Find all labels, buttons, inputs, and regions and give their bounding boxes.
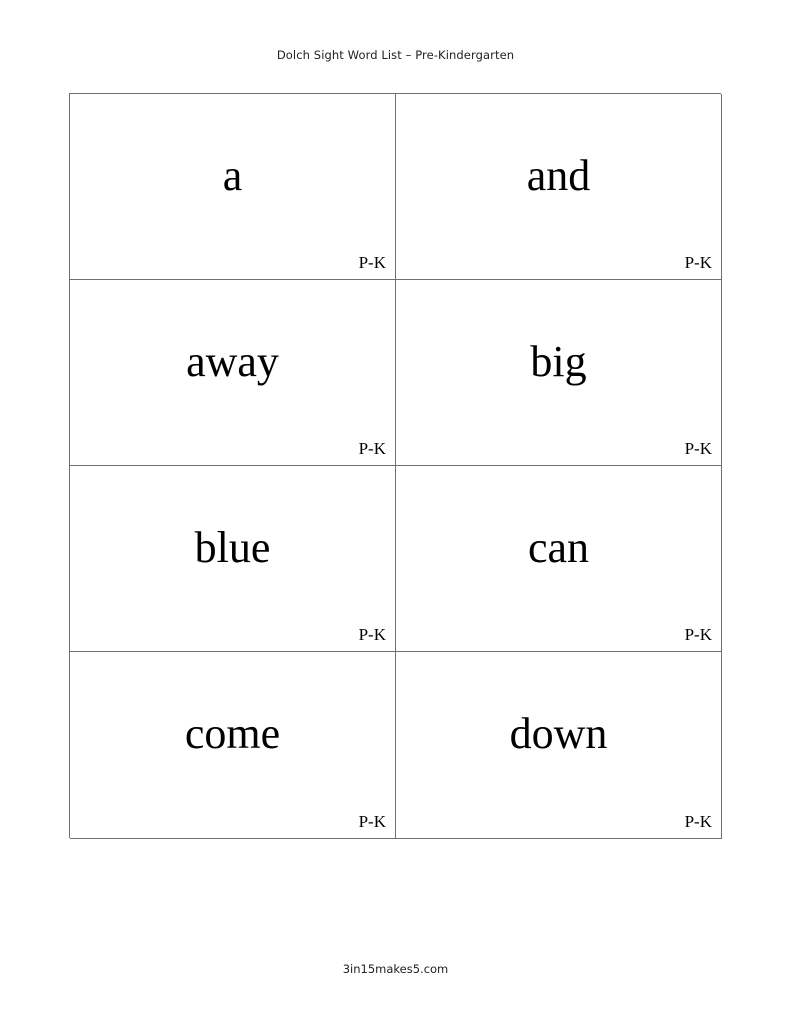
flashcard [396, 280, 722, 466]
grade-level-label: P-K [684, 253, 712, 272]
sight-word: down [509, 709, 608, 758]
sight-word: can [527, 523, 590, 572]
flashcard [70, 94, 396, 280]
sight-word: big [530, 337, 587, 386]
flashcard [396, 652, 722, 839]
sight-word: come [184, 709, 281, 758]
flashcard [396, 94, 722, 280]
grade-level-label: P-K [684, 439, 712, 458]
flashcard [396, 466, 722, 652]
grade-level-label: P-K [358, 439, 386, 458]
flashcard-grid [69, 93, 721, 838]
page-title: Dolch Sight Word List – Pre-Kindergarten [276, 48, 515, 62]
site-footer: 3in15makes5.com [342, 962, 449, 976]
flashcard [70, 280, 396, 466]
sight-word: a [222, 151, 243, 200]
grade-level-label: P-K [358, 812, 386, 831]
grade-level-label: P-K [684, 625, 712, 644]
sight-word: and [526, 151, 591, 200]
sight-word: blue [194, 523, 271, 572]
flashcard [70, 466, 396, 652]
grade-level-label: P-K [358, 625, 386, 644]
grade-level-label: P-K [684, 812, 712, 831]
grade-level-label: P-K [358, 253, 386, 272]
sight-word: away [186, 337, 279, 386]
flashcard [70, 652, 396, 839]
